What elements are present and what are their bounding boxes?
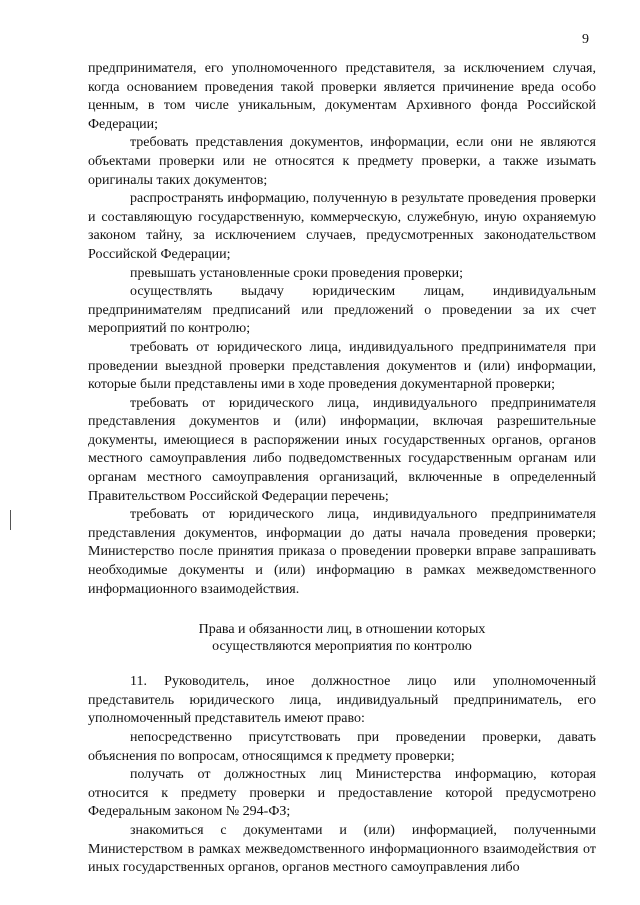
margin-mark [10, 510, 11, 530]
section-heading [88, 621, 596, 655]
paragraph: осуществлять выдачу юридическим лицам, индивидуальным предпринимателям предписаний или предложений о проведении за их счет мероприятий по контролю; [88, 284, 596, 337]
paragraph: знакомиться с документами и (или) информацией, полученными Министерством в рамках межведомственного информационного взаимодействия от иных государственных органов, органов местного самоуправления либо [88, 822, 596, 876]
page-number: 9 [582, 32, 589, 47]
paragraph: распространять информацию, полученную в результате проведения проверки и составляющую государственную, коммерческую, служебную, иную охраняемую законом тайну, за исключением случаев, предусмотренных законодательством Российской Федерации; [88, 191, 596, 262]
paragraph: превышать установленные сроки проведения проверки; [130, 265, 464, 281]
paragraph: требовать от юридического лица, индивидуального предпринимателя представления документов, информации до даты начала проведения проверки; Министерство после принятия приказа о проведении проверки вправе запрашивать необходимые документы и (или) информацию в рамках межведомственного информационного взаимодействия. [88, 507, 596, 597]
paragraph: получать от должностных лиц Министерства информацию, которая относится к предмету проверки и предоставление которой предусмотрено Федеральным законом № 294-ФЗ; [88, 767, 596, 820]
paragraph-item-11: 11. Руководитель, иное должностное лицо или уполномоченный представитель юридического лица, индивидуальный предприниматель, его уполномоченный представитель имеют право: [88, 674, 596, 727]
document-body [88, 60, 596, 878]
paragraph: требовать от юридического лица, индивидуального предпринимателя представления документов и (или) информации, включая разрешительные документы, имеющиеся в распоряжении иных государственных органов, органов местного самоуправления либо подведомственных государственным органам или органам местного самоуправления организаций, включенные в определенный Правительством Российской Федерации перечень; [88, 395, 596, 504]
section-heading-line-1: Права и обязанности лиц, в отношении которых [198, 622, 486, 638]
paragraph: требовать представления документов, информации, если они не являются объектами проверки или не относятся к предмету проверки, а также изымать оригиналы таких документов; [88, 135, 596, 188]
paragraph: непосредственно присутствовать при проведении проверки, давать объяснения по вопросам, относящимся к предмету проверки; [88, 730, 596, 764]
paragraph-continuation: предпринимателя, его уполномоченного представителя, за исключением случая, когда основанием проведения такой проверки является причинение вреда особо ценным, в том числе уникальным, документам Архивного фонда Российской Федерации; [88, 61, 596, 132]
paragraph: требовать от юридического лица, индивидуального предпринимателя при проведении выездной проверки представления документов и (или) информации, которые были представлены ими в ходе проведения документарной проверки; [88, 339, 596, 393]
section-heading-line-2: осуществляются мероприятия по контролю [212, 639, 472, 655]
